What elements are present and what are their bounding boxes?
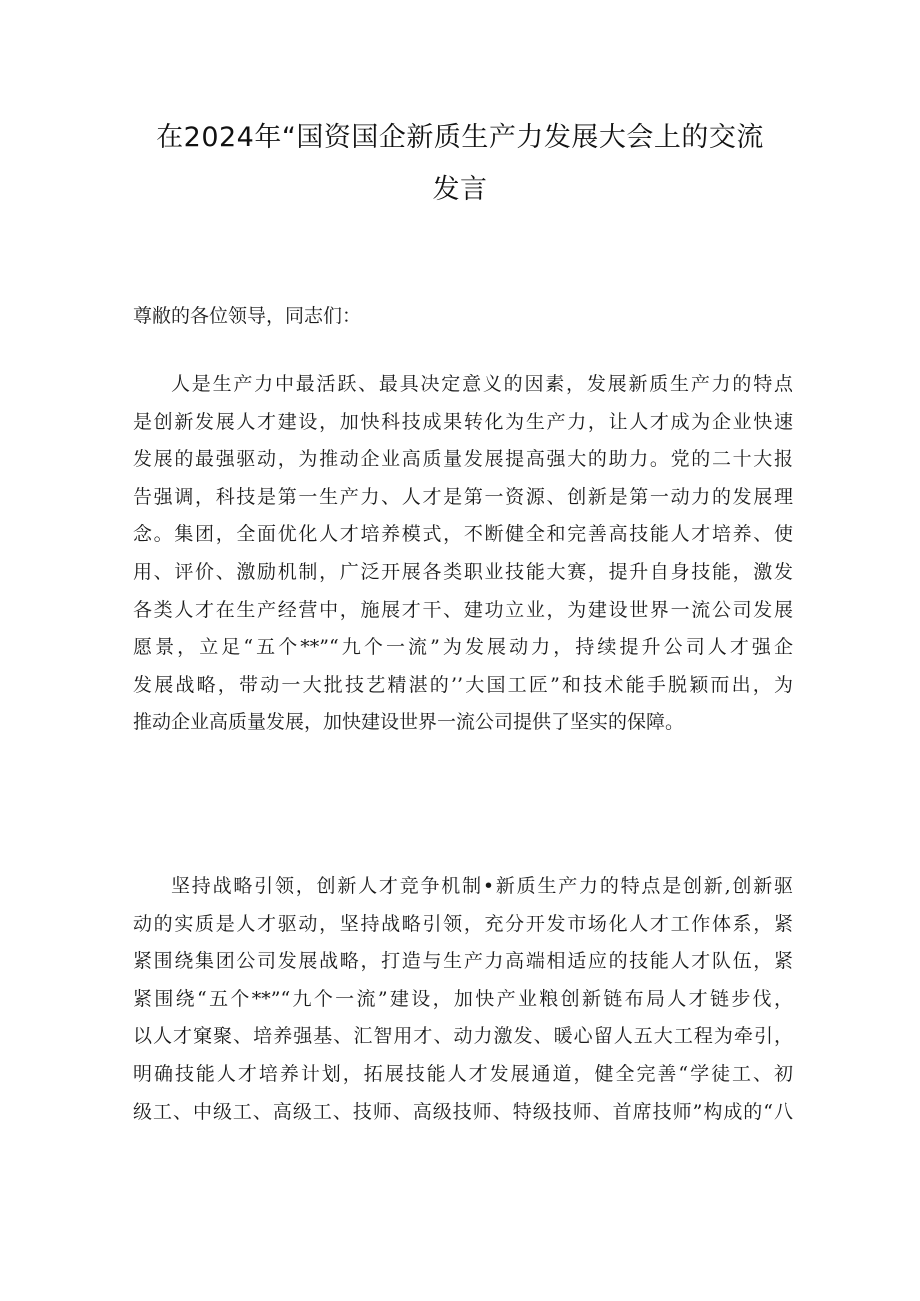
paragraph xyxy=(133,868,793,1131)
paragraph-line: 各类人才在生产经营中，施展才干、建功立业，为建设世界一流公司发展 xyxy=(133,598,793,621)
paragraph-line: 级工、中级工、高级工、技师、高级技师、特级技师、首席技师”构成的“八 xyxy=(133,1100,793,1123)
paragraph-line: 人是生产力中最活跃、最具决定意义的因素，发展新质生产力的特点 xyxy=(171,373,793,395)
title-line: 在2024年“国资国企新质生产力发展大会上的交流 xyxy=(156,122,764,153)
paragraph-line: 坚持战略引领，创新人才竞争机制•新质生产力的特点是创新,创新驱 xyxy=(171,875,793,897)
paragraph-line: 发展的最强驱动，为推动企业高质量发展提高强大的助力。党的二十大报 xyxy=(133,448,793,471)
paragraph xyxy=(133,366,793,742)
paragraph-line: 动的实质是人才驱动，坚持战略引领，充分开发市场化人才工作体系，紧 xyxy=(133,912,793,935)
paragraph-line: 明确技能人才培养计划，拓展技能人才发展通道，健全完善“学徒工、初 xyxy=(133,1062,793,1085)
paragraph-line: 发展战略，带动一大批技艺精湛的’’大国工匠”和技术能手脱颖而出，为 xyxy=(133,673,793,696)
document-title xyxy=(110,112,810,216)
paragraph-line: 推动企业高质量发展，加快建设世界一流公司提供了坚实的保障。 xyxy=(133,711,685,734)
paragraph-line: 紧围绕集团公司发展战略，打造与生产力高端相适应的技能人才队伍，紧 xyxy=(133,950,793,973)
paragraph-line: 是创新发展人才建设，加快科技成果转化为生产力，让人才成为企业快速 xyxy=(133,410,793,433)
paragraph-line: 用、评价、激励机制，广泛开展各类职业技能大赛，提升自身技能，激发 xyxy=(133,560,793,583)
salutation: 尊敝的各位领导，同志们： xyxy=(133,305,362,327)
paragraph-line: 告强调，科技是第一生产力、人才是第一资源、创新是第一动力的发展理 xyxy=(133,485,793,508)
paragraph-line: 紧围绕“五个**”“九个一流”建设，加快产业粮创新链布局人才链步伐， xyxy=(133,987,793,1010)
paragraph-line: 念。集团，全面优化人才培养模式，不断健全和完善高技能人才培养、使 xyxy=(133,523,793,546)
title-line: 发言 xyxy=(432,174,488,205)
paragraph-line: 以人才窠聚、培养强基、汇智用才、动力激发、暖心留人五大工程为牵引， xyxy=(133,1025,793,1048)
paragraph-line: 愿景，立足“五个**”“九个一流”为发展动力，持续提升公司人才强企 xyxy=(133,636,793,659)
